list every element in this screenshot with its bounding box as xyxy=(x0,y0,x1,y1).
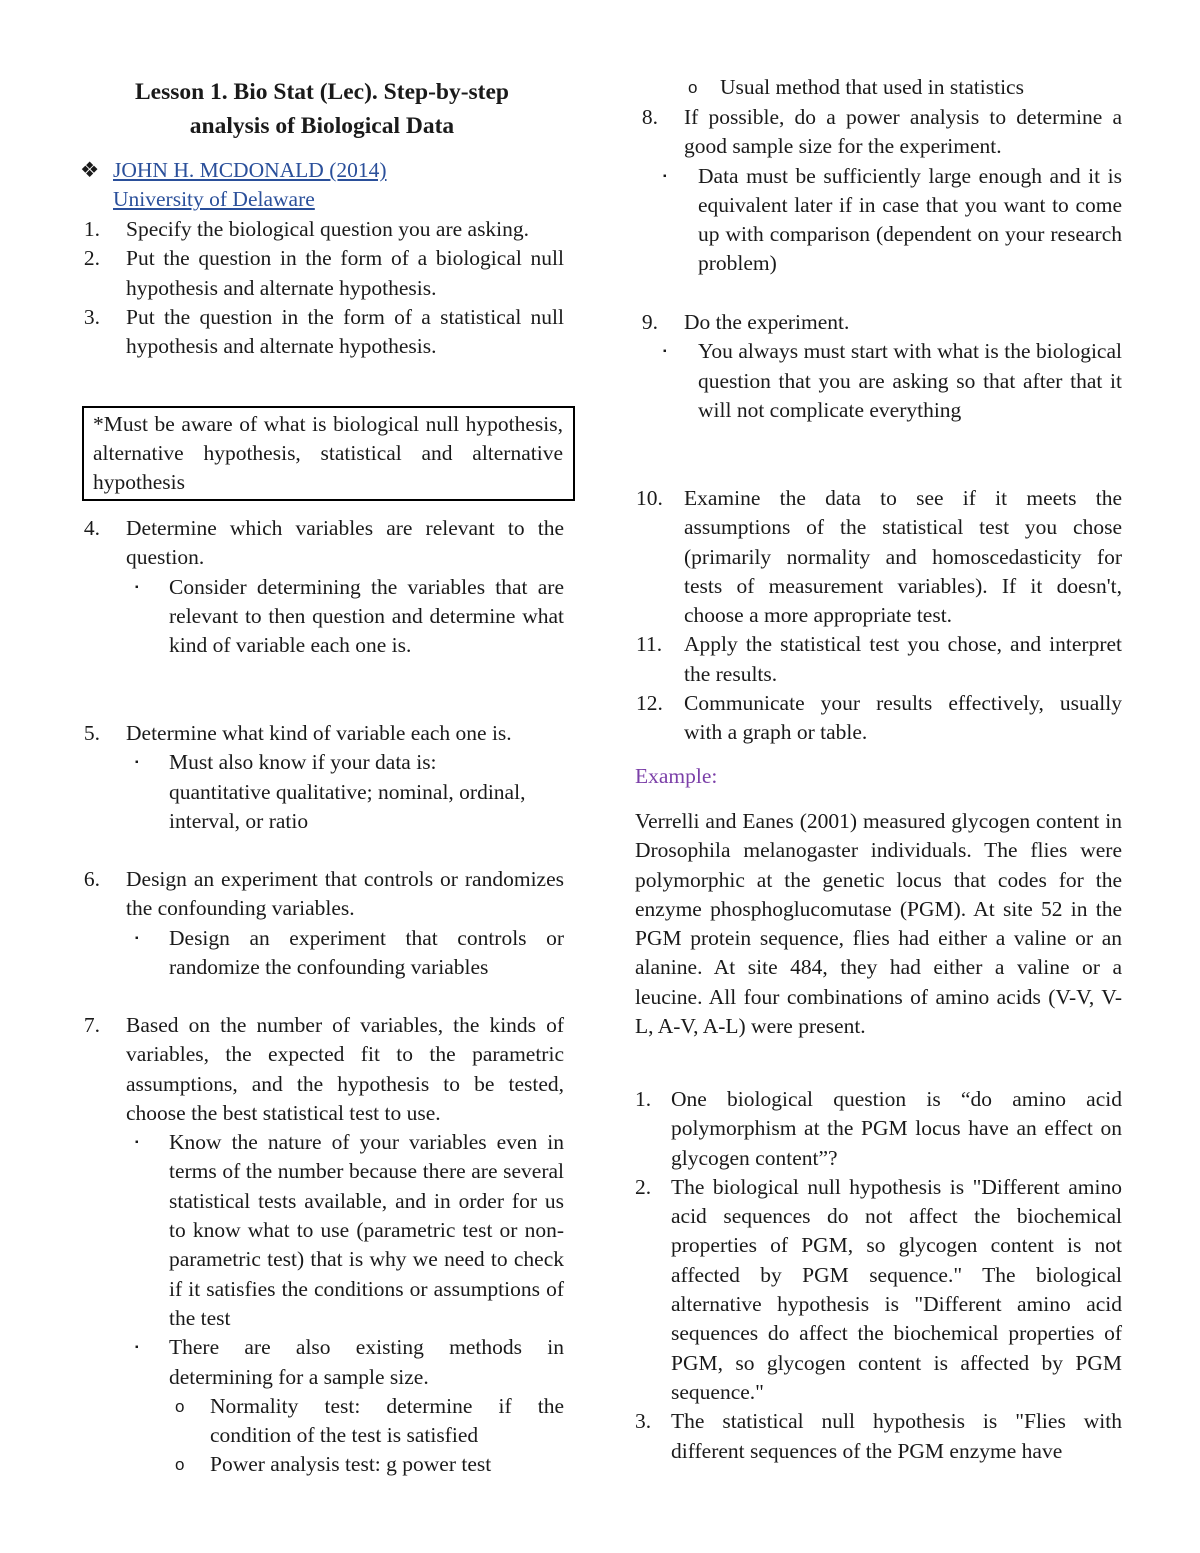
square-bullet-icon: ▪ xyxy=(135,1342,139,1354)
step-number: 11. xyxy=(636,632,663,657)
list-item-step-3 xyxy=(83,303,564,362)
steps-1-3 xyxy=(83,215,564,361)
step-text: Put the question in the form of a statistical null hypothesis and alternate hypothesis. xyxy=(126,304,564,359)
step-9-block xyxy=(641,308,1122,425)
sub-bullet-line: Must also know if your data is: xyxy=(169,750,437,775)
author-block xyxy=(80,156,387,215)
step-number: 1. xyxy=(83,217,100,241)
step-4-block xyxy=(83,514,564,660)
title-line-1: Lesson 1. Bio Stat (Lec). Step-by-step xyxy=(134,79,510,105)
list-item-step-12 xyxy=(636,689,1122,748)
square-bullet-icon: ▪ xyxy=(135,932,139,944)
list-item-step-11 xyxy=(636,630,1122,689)
step-text: Based on the number of variables, the kinds of variables, the expected fit to the parametric assumptions, and the hypothesis to be tested, choose the best statistical test to use. xyxy=(126,1013,564,1125)
list-item-step-6 xyxy=(83,865,564,924)
step-number: 4. xyxy=(83,516,100,540)
step-7-block xyxy=(83,1011,564,1480)
sub-bullet-text: There are also existing methods in determining for a sample size. xyxy=(169,1335,564,1389)
sub-bullet-text: You always must start with what is the biological question that you are asking so that after that it will not complicate everything xyxy=(698,339,1122,422)
title-line-2: analysis of Biological Data xyxy=(189,113,455,139)
step-number: 5. xyxy=(83,721,100,745)
example-paragraph: Verrelli and Eanes (2001) measured glycogen content in Drosophila melanogaster individuals. The flies were polymorphic at the genetic locus that codes for the enzyme phosphoglucomutase (PGM). At site 52 in the PGM protein sequence, flies had either a valine or an alanine. At site 484, they had either a valine or a leucine. All four combinations of amino acids (V-V, V-L, A-V, A-L) were present. xyxy=(635,809,1122,1039)
step-number: 2. xyxy=(83,246,100,271)
square-bullet-icon: ▪ xyxy=(135,581,139,593)
circle-bullet-item xyxy=(175,1450,564,1479)
sub-bullet-item xyxy=(135,748,564,836)
step-number: 9. xyxy=(641,310,658,334)
list-item-step-1 xyxy=(83,215,564,244)
step-number: 6. xyxy=(83,867,100,891)
circle-bullet-item xyxy=(688,73,1120,102)
step-text: Apply the statistical test you chose, and interpret the results. xyxy=(684,632,1122,686)
step-text: Communicate your results effectively, usually with a graph or table. xyxy=(684,691,1122,745)
step-text: Design an experiment that controls or randomizes the confounding variables. xyxy=(126,867,564,921)
sub-bullet-item xyxy=(663,162,1122,279)
step-text: If possible, do a power analysis to determine a good sample size for the experiment. xyxy=(684,105,1122,159)
diamond-bullet-icon: ❖ xyxy=(80,158,100,182)
page-title xyxy=(80,75,564,143)
step-text: Determine which variables are relevant to the question. xyxy=(126,516,564,570)
step-number: 7. xyxy=(83,1013,100,1037)
circle-bullet-text: Normality test: determine if the condition of the test is satisfied xyxy=(210,1393,564,1448)
circle-bullet-text: Power analysis test: g power test xyxy=(210,1452,492,1477)
step-6-block xyxy=(83,865,564,982)
list-item-example-1 xyxy=(635,1085,1122,1173)
circle-bullet-icon: o xyxy=(688,78,698,97)
step-number: 12. xyxy=(636,691,663,716)
steps-10-12 xyxy=(636,484,1122,748)
author-affiliation-link[interactable]: University of Delaware xyxy=(113,187,315,212)
list-item-step-4 xyxy=(83,514,564,573)
square-bullet-icon: ▪ xyxy=(135,1137,139,1149)
step-text: Put the question in the form of a biological null hypothesis and alternate hypothesis. xyxy=(126,246,564,300)
list-item-step-10 xyxy=(636,484,1122,630)
note-box: *Must be aware of what is biological null hypothesis, alternative hypothesis, statistical and alternative hypothesis xyxy=(82,406,575,501)
list-item-step-9 xyxy=(641,308,1122,337)
step-text: Do the experiment. xyxy=(684,310,850,334)
sub-bullet-item xyxy=(135,573,564,661)
example-number: 3. xyxy=(635,1409,652,1434)
circle-bullet-text: Usual method that used in statistics xyxy=(720,75,1024,99)
sub-bullet-item xyxy=(663,337,1122,425)
list-item-example-2 xyxy=(635,1173,1122,1407)
square-bullet-icon: ▪ xyxy=(135,757,139,769)
step-text: Specify the biological question you are asking. xyxy=(126,217,530,241)
circle-bullet-icon: o xyxy=(175,1396,185,1416)
example-number: 1. xyxy=(635,1087,652,1111)
step-number: 10. xyxy=(636,486,663,510)
list-item-step-7 xyxy=(83,1011,564,1128)
step-text: Examine the data to see if it meets the assumptions of the statistical test you chose (primarily normality and homoscedasticity for tests of measurement variables). If it doesn't, choose a more appropriate test. xyxy=(684,486,1122,628)
example-list xyxy=(635,1085,1122,1466)
circle-bullet-item xyxy=(175,1392,564,1451)
sub-bullet-text: Design an experiment that controls or randomize the confounding variables xyxy=(169,925,564,979)
sub-bullet-item xyxy=(135,1333,564,1392)
list-item-step-5 xyxy=(83,719,564,748)
example-text: The statistical null hypothesis is "Flies with different sequences of the PGM enzyme have xyxy=(671,1409,1122,1463)
step-text: Determine what kind of variable each one is. xyxy=(126,721,512,745)
circle-bullet-icon: o xyxy=(175,1455,185,1475)
sub-bullet-text: Know the nature of your variables even in terms of the number because there are several statistical tests available, and in order for us to know what to use (parametric test or non-parametric test) that is why we need to check if it satisfies the conditions or assumptions of the test xyxy=(169,1130,564,1330)
example-text: The biological null hypothesis is "Different amino acid sequences do not affect the biochemical properties of PGM, so glycogen content is not affected by PGM sequence." The biological alternative hypothesis is "Different amino acid sequences do affect the biochemical properties of PGM, so glycogen content is affected by PGM sequence." xyxy=(671,1174,1122,1404)
step-8-block xyxy=(641,103,1122,279)
author-name-link[interactable]: JOHN H. MCDONALD (2014) xyxy=(113,158,387,182)
circle-bullet-continued xyxy=(688,73,1120,102)
list-item-step-8 xyxy=(641,103,1122,162)
square-bullet-icon: ▪ xyxy=(663,346,667,358)
square-bullet-icon: ▪ xyxy=(663,170,667,182)
step-5-block xyxy=(83,719,564,836)
list-item-example-3 xyxy=(635,1407,1122,1466)
sub-bullet-line: interval, or ratio xyxy=(169,808,309,833)
sub-bullet-item xyxy=(135,924,564,983)
sub-bullet-text: Data must be sufficiently large enough and it is equivalent later if in case that you want to come up with comparison (dependent on your research problem) xyxy=(698,163,1122,276)
example-heading: Example: xyxy=(635,764,718,788)
step-number: 8. xyxy=(641,105,658,129)
example-number: 2. xyxy=(635,1174,652,1199)
list-item-step-2 xyxy=(83,244,564,303)
step-number: 3. xyxy=(83,304,100,329)
sub-bullet-text: Consider determining the variables that are relevant to then question and determine what kind of variable each one is. xyxy=(169,574,564,658)
example-text: One biological question is “do amino acid polymorphism at the PGM locus have an effect on glycogen content”? xyxy=(671,1087,1122,1170)
sub-bullet-line: quantitative qualitative; nominal, ordinal, xyxy=(169,779,526,804)
sub-bullet-item xyxy=(135,1128,564,1333)
